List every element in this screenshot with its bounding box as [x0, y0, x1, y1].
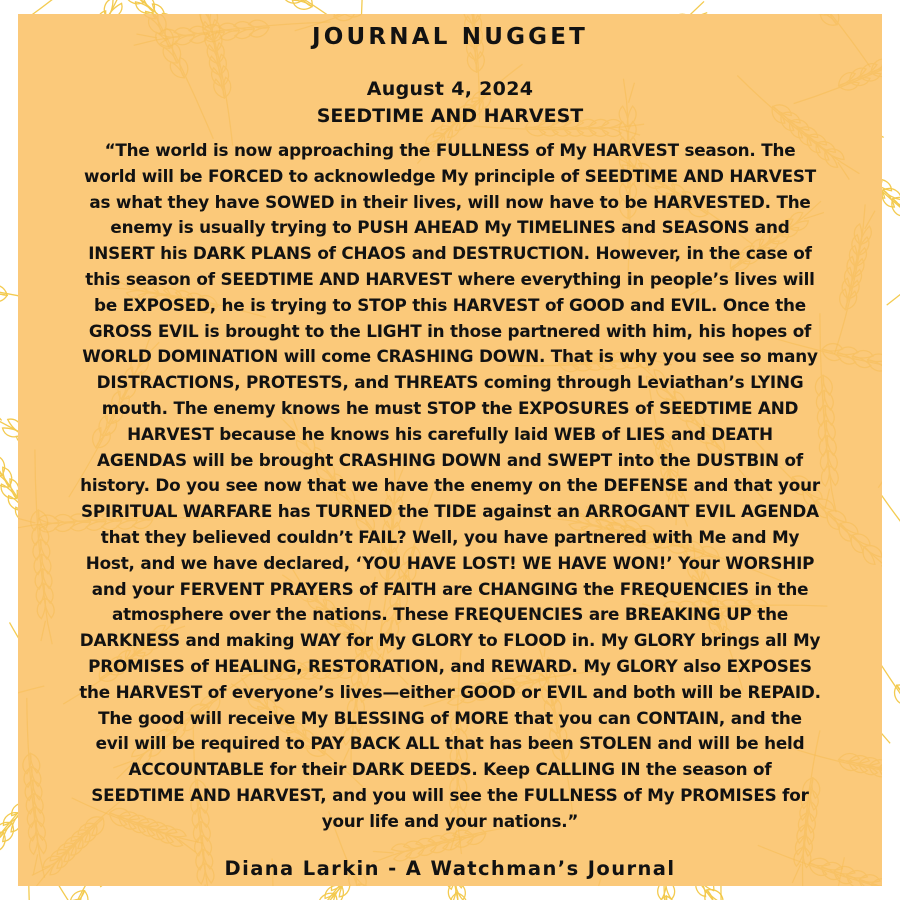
journal-body: [38, 138, 862, 835]
body-line: world will be FORCED to acknowledge My principle of SEEDTIME AND HARVEST: [84, 165, 816, 186]
body-line: SPIRITUAL WARFARE has TURNED the TIDE against an ARROGANT EVIL AGENDA: [81, 501, 819, 522]
body-line: GROSS EVIL is brought to the LIGHT in those partnered with him, his hopes of: [88, 320, 812, 341]
body-line: Host, and we have declared, ‘YOU HAVE LOST! WE HAVE WON!’ Your WORSHIP: [85, 552, 815, 573]
body-line: HARVEST because he knows his carefully laid WEB of LIES and DEATH: [127, 423, 773, 444]
body-line: that they believed couldn’t FAIL? Well, you have partnered with Me and My: [100, 526, 800, 547]
body-line: ACCOUNTABLE for their DARK DEEDS. Keep CALLING IN the season of: [128, 759, 772, 780]
body-line: “The world is now approaching the FULLNESS of My HARVEST season. The: [104, 140, 796, 160]
journal-subtitle: SEEDTIME AND HARVEST: [316, 105, 584, 127]
body-line: DARKNESS and making WAY for My GLORY to FLOOD in. My GLORY brings all My: [79, 630, 821, 651]
body-line: this season of SEEDTIME AND HARVEST where everything in people’s lives will: [85, 268, 815, 289]
body-line: history. Do you see now that we have the enemy on the DEFENSE and that your: [80, 475, 820, 496]
body-line: The good will receive My BLESSING of MORE that you can CONTAIN, and the: [98, 707, 802, 728]
body-line: PROMISES of HEALING, RESTORATION, and REWARD. My GLORY also EXPOSES: [88, 655, 812, 676]
journal-content: [38, 14, 862, 883]
body-line: DISTRACTIONS, PROTESTS, and THREATS coming through Leviathan’s LYING: [96, 372, 804, 393]
body-line: as what they have SOWED in their lives, will now have to be HARVESTED. The: [89, 191, 811, 212]
body-line: atmosphere over the nations. These FREQUENCIES are BREAKING UP the: [111, 604, 789, 625]
body-line: mouth. The enemy knows he must STOP the EXPOSURES of SEEDTIME AND: [101, 397, 799, 418]
body-line: INSERT his DARK PLANS of CHAOS and DESTRUCTION. However, in the case of: [88, 243, 812, 264]
body-line: SEEDTIME AND HARVEST, and you will see the FULLNESS of My PROMISES for: [91, 784, 809, 805]
page-title: JOURNAL NUGGET: [311, 24, 589, 50]
body-line: your life and your nations.”: [321, 810, 579, 831]
body-line: WORLD DOMINATION will come CRASHING DOWN. That is why you see so many: [82, 346, 818, 367]
journal-date: August 4, 2024: [366, 78, 534, 100]
body-line: enemy is usually trying to PUSH AHEAD My TIMELINES and SEASONS and: [110, 217, 790, 238]
body-line: evil will be required to PAY BACK ALL that has been STOLEN and will be held: [95, 733, 805, 754]
body-line: and your FERVENT PRAYERS of FAITH are CHANGING the FREQUENCIES in the: [91, 578, 809, 599]
wheat-stalk-icon: [872, 361, 882, 493]
body-line: be EXPOSED, he is trying to STOP this HARVEST of GOOD and EVIL. Once the: [94, 294, 806, 315]
body-line: the HARVEST of everyone’s lives—either GOOD or EVIL and both will be REPAID.: [79, 681, 821, 702]
signature: Diana Larkin - A Watchman’s Journal: [224, 856, 676, 880]
body-line: AGENDAS will be brought CRASHING DOWN and SWEPT into the DUSTBIN of: [97, 449, 803, 470]
